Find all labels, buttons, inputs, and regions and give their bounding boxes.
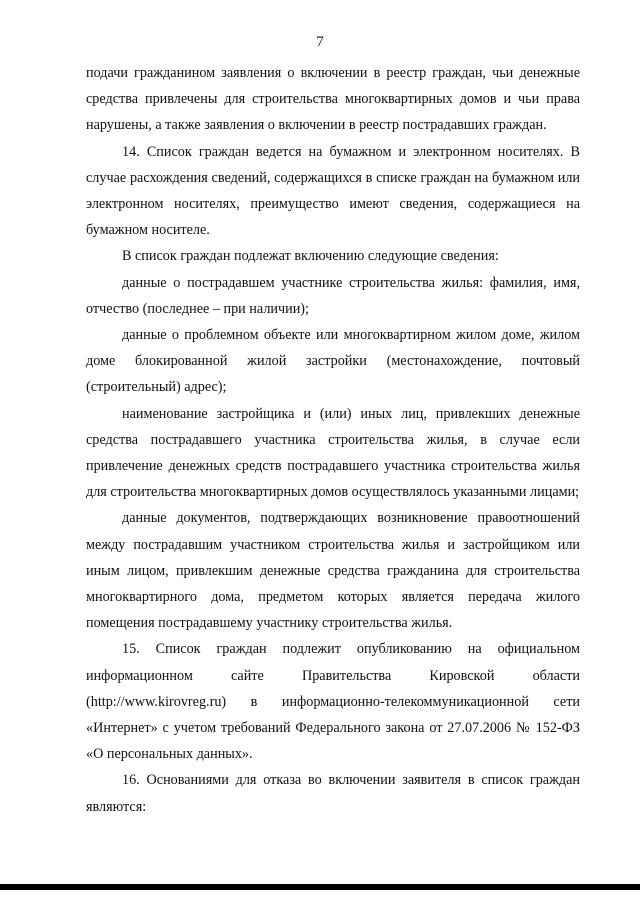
paragraph-14: 14. Список граждан ведется на бумажном и электронном носителях. В случае расхождения сведений, содержащихся в списке граждан на бумажном или электронном носителях, преимущество имеют сведения, содержащиеся на бумажном носителе.: [86, 143, 580, 239]
paragraph-list-item: данные о проблемном объекте или многоквартирном жилом доме, жилом доме блокированной жилой застройки (местонахождение, почтовый (строительный) адрес);: [86, 327, 580, 396]
paragraph-16: 16. Основаниями для отказа во включении заявителя в список граждан являются:: [86, 772, 580, 815]
document-body: [86, 60, 580, 820]
bottom-scan-border: [0, 884, 640, 890]
paragraph-list-intro: В список граждан подлежат включению следующие сведения:: [122, 248, 499, 265]
paragraph-15: 15. Список граждан подлежит опубликованию на официальном информационном сайте Правительства Кировской области (http://www.kirovreg.ru) в информационно-телекоммуникационной сети «Интернет» с учетом требований Федерального закона от 27.07.2006 № 152-ФЗ «О персональных данных».: [86, 641, 580, 763]
page-number: 7: [316, 34, 324, 50]
paragraph-continuation: подачи гражданином заявления о включении в реестр граждан, чьи денежные средства привлечены для строительства многоквартирных домов и чьи права нарушены, а также заявления о включении в реестр пострадавших граждан.: [86, 65, 580, 134]
paragraph-list-item: данные документов, подтверждающих возникновение правоотношений между пострадавшим участником строительства жилья и застройщиком или иным лицом, привлекшим денежные средства гражданина для строительства многоквартирного дома, предметом которых является передача жилого помещения пострадавшему участнику строительства жилья.: [86, 510, 580, 632]
paragraph-list-item: наименование застройщика и (или) иных лиц, привлекших денежные средства пострадавшего участника строительства жилья, в случае если привлечение денежных средств пострадавшего участника строительства жилья для строительства многоквартирных домов осуществлялось указанными лицами;: [86, 405, 580, 501]
paragraph-list-item: данные о пострадавшем участнике строительства жилья: фамилия, имя, отчество (последнее – при наличии);: [86, 274, 580, 317]
